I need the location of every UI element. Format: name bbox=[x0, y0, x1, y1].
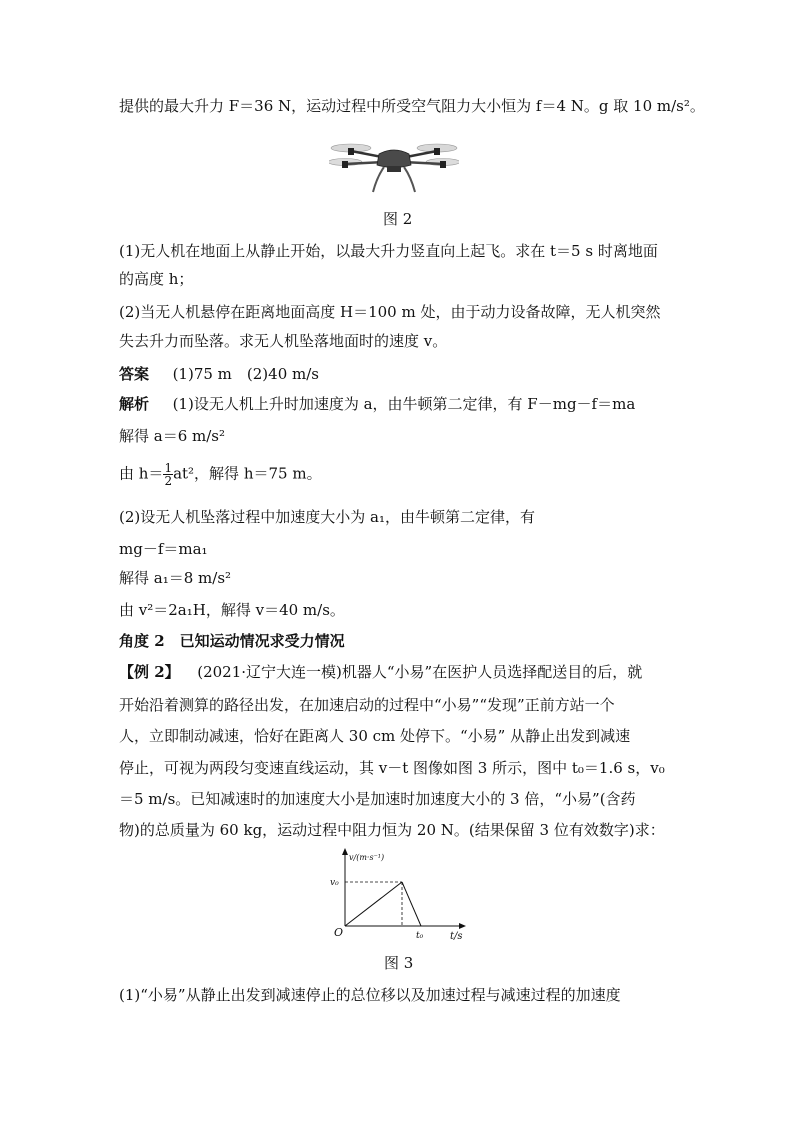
example-2-line-1 bbox=[119, 662, 642, 682]
y-axis-label: v/(m·s⁻¹) bbox=[349, 853, 385, 862]
answer-text: (1)75 m (2)40 m/s bbox=[172, 365, 319, 383]
example-2-line-4: 停止，可视为两段匀变速直线运动，其 v－t 图像如图 3 所示，图中 t₀＝1.6 s，v₀ bbox=[119, 759, 665, 777]
fall-v-line: 由 v²＝2a₁H，解得 v＝40 m/s。 bbox=[119, 601, 345, 619]
problem-text-line-1: 提供的最大升力 F＝36 N，运动过程中所受空气阻力大小恒为 f＝4 N。g 取 10 m/s²。 bbox=[119, 97, 705, 115]
solution-h-line bbox=[119, 462, 322, 487]
solution-h-suffix: at²，解得 h＝75 m。 bbox=[173, 464, 322, 483]
analysis-text: (1)设无人机上升时加速度为 a，由牛顿第二定律，有 F－mg－f＝ma bbox=[172, 395, 636, 413]
example-2-line-5: ＝5 m/s。已知减速时的加速度大小是加速时加速度大小的 3 倍，“小易”(含药 bbox=[119, 790, 636, 808]
example-2-line-6: 物)的总质量为 60 kg，运动过程中阻力恒为 20 N。(结果保留 3 位有效数字)求： bbox=[119, 821, 665, 839]
fraction-one-half bbox=[163, 462, 173, 487]
example-2-line-2: 开始沿着测算的路径出发，在加速启动的过程中“小易”“发现”正前方站一个 bbox=[119, 696, 615, 714]
solution-h-prefix: 由 h＝ bbox=[119, 464, 164, 483]
vt-graph bbox=[326, 846, 476, 946]
solution-a-line: 解得 a＝6 m/s² bbox=[119, 427, 226, 445]
x-axis-arrow bbox=[459, 923, 466, 929]
figure-2-caption: 图 2 bbox=[383, 210, 413, 228]
analysis-label: 解析 bbox=[119, 395, 150, 413]
analysis-row bbox=[119, 394, 635, 414]
question-2-line-1: (2)当无人机悬停在距离地面高度 H＝100 m 处，由于动力设备故障，无人机突然 bbox=[119, 303, 661, 321]
section-title-angle-2: 角度 2 已知运动情况求受力情况 bbox=[119, 632, 345, 650]
fall-analysis-line: (2)设无人机坠落过程中加速度大小为 a₁，由牛顿第二定律，有 bbox=[119, 508, 535, 526]
fraction-numerator: 1 bbox=[164, 461, 173, 475]
y-axis-arrow bbox=[342, 848, 348, 855]
question-1-line-1: (1)无人机在地面上从静止开始，以最大升力竖直向上起飞。求在 t＝5 s 时离地面 bbox=[119, 242, 658, 260]
fall-equation-line: mg－f＝ma₁ bbox=[119, 540, 208, 558]
v0-label: v₀ bbox=[330, 878, 339, 888]
x-axis-label: t/s bbox=[450, 931, 463, 942]
acceleration-segment bbox=[345, 882, 402, 926]
deceleration-segment bbox=[402, 882, 421, 926]
example-2-question-1: (1)“小易”从静止出发到减速停止的总位移以及加速过程与减速过程的加速度 bbox=[119, 986, 621, 1004]
question-2-line-2: 失去升力而坠落。求无人机坠落地面时的速度 v。 bbox=[119, 332, 448, 350]
origin-label: O bbox=[334, 926, 344, 939]
t0-label: t₀ bbox=[416, 931, 424, 941]
example-2-text-1: (2021·辽宁大连一模)机器人“小易”在医护人员选择配送目的后，就 bbox=[197, 663, 643, 681]
fraction-denominator: 2 bbox=[164, 474, 173, 488]
drone-icon bbox=[329, 132, 459, 194]
answer-row bbox=[119, 364, 319, 384]
question-1-line-2: 的高度 h； bbox=[119, 270, 194, 288]
example-2-line-3: 人，立即制动减速，恰好在距离人 30 cm 处停下。“小易” 从静止出发到减速 bbox=[119, 727, 631, 745]
example-label: 【例 2】 bbox=[119, 663, 180, 681]
figure-3-caption: 图 3 bbox=[384, 954, 414, 972]
answer-label: 答案 bbox=[119, 365, 150, 383]
drone-illustration bbox=[329, 132, 459, 194]
fall-a1-line: 解得 a₁＝8 m/s² bbox=[119, 569, 232, 587]
